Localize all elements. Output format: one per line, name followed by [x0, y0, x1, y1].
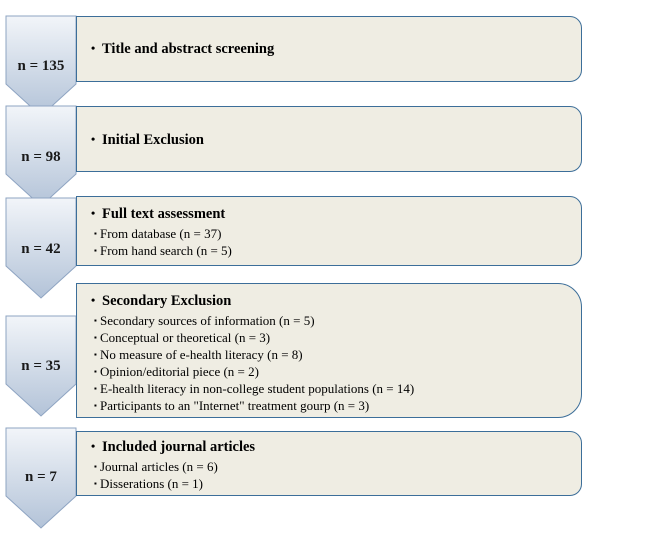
stage-heading — [91, 438, 567, 456]
bullet-icon: • — [91, 206, 96, 220]
stage-item-list — [91, 312, 567, 414]
list-item: ▪ E-health literacy in non-college student populations (n = 14) — [94, 381, 415, 396]
stage-count: n = 7 — [25, 469, 57, 485]
list-item: ▪ No measure of e-health literacy (n = 8) — [94, 347, 303, 362]
list-item: ▪ Secondary sources of information (n = 5) — [94, 313, 315, 328]
bullet-icon: • — [91, 439, 96, 453]
stage-box — [76, 196, 582, 266]
list-item: ▪ From database (n = 37) — [94, 226, 222, 241]
stage-box — [76, 16, 582, 82]
stage-count: n = 98 — [21, 149, 61, 165]
stage-heading — [91, 131, 567, 149]
stage-heading-text: Title and abstract screening — [102, 41, 275, 57]
stage-heading-text: Initial Exclusion — [102, 132, 204, 148]
stage-heading-text: Included journal articles — [102, 439, 256, 455]
list-item: ▪ Disserations (n = 1) — [94, 476, 204, 491]
bullet-icon: • — [91, 293, 96, 307]
stage-item-list — [91, 458, 567, 492]
stage-heading — [91, 40, 567, 58]
stage-count: n = 42 — [21, 241, 61, 257]
stage-heading — [91, 205, 567, 223]
list-item: ▪ Participants to an "Internet" treatment gourp (n = 3) — [94, 398, 370, 413]
stage-count: n = 35 — [21, 358, 61, 374]
stage-heading — [91, 292, 567, 310]
stage-heading-text: Full text assessment — [102, 206, 226, 222]
stage-heading-text: Secondary Exclusion — [102, 293, 232, 309]
stage-box — [76, 431, 582, 496]
stage-box — [76, 283, 582, 418]
stage-item-list — [91, 225, 567, 259]
bullet-icon: • — [91, 41, 96, 55]
stage-count: n = 135 — [17, 58, 65, 74]
list-item: ▪ Conceptual or theoretical (n = 3) — [94, 330, 271, 345]
list-item: ▪ Opinion/editorial piece (n = 2) — [94, 364, 259, 379]
bullet-icon: • — [91, 132, 96, 146]
stage-box — [76, 106, 582, 172]
list-item: ▪ From hand search (n = 5) — [94, 243, 232, 258]
list-item: ▪ Journal articles (n = 6) — [94, 459, 218, 474]
